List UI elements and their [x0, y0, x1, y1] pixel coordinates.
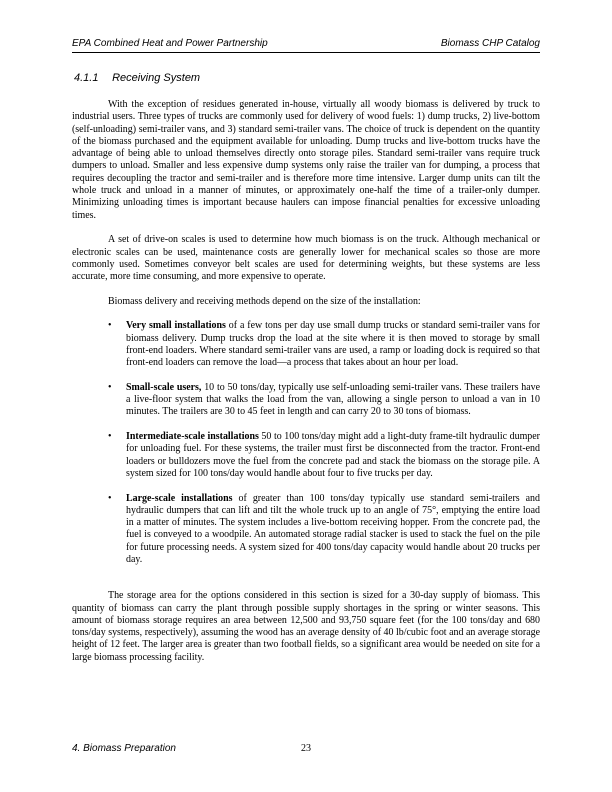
list-item-text: 50 to 100 tons/day might add a light-duty frame-tilt hydraulic dumper for unloading fuel. For these systems, the trailer must first be disconnected from the tractor. Front-end loaders or bulldozers move the fuel from the concrete pad and stack the biomass on the storage pile. A system sized for 100 tons/day would handle about four to five trucks per day. [126, 431, 540, 479]
paragraph-methods-intro: Biomass delivery and receiving methods depend on the size of the installation: [108, 295, 421, 307]
list-item-text: of greater than 100 tons/day typically use standard semi-trailers and hydraulic dumpers that can lift and tilt the whole truck up to an angle of 75°, emptying the entire load in a matter of minutes. The system includes a live-bottom receiving hopper. From the concrete pad, the fuel is conveyed to a woodpile. An automated storage radial stacker is used to stack the fuel on the pile for future processing needs. A system sized for 400 tons/day capacity would handle about 20 trucks per day. [126, 492, 540, 565]
list-item [72, 320, 540, 369]
paragraph-scales: A set of drive-on scales is used to determine how much biomass is on the truck. Although mechanical or electronic scales can be used, maintenance costs are generally lower for mechanical scales so those are more commonly used. Sometimes conveyor belt scales are used for determining weights, but these systems are less accurate, more time consuming, and more expensive to operate. [72, 234, 540, 283]
paragraph-trucks: With the exception of residues generated in-house, virtually all woody biomass is delivered by truck to industrial users. Three types of trucks are commonly used for delivery of wood fuels: 1) dump trucks, 2) live-bottom (self-unloading) semi-trailer vans, and 3) standard semi-trailer vans. The choice of truck is dependent on the quantity of the biomass purchased and the equipment available for unloading. Dump trucks and live-bottom trucks have the advantage of being able to unload themselves directly onto storage piles. Standard semi-trailer vans require truck dumpers to unload. Smaller and less expensive dump systems only raise the trailer van for dumping, a process that requires decoupling the tractor and semi-trailer and is therefore more time intensive. Larger dump units can tilt the whole truck and unload in a manner of minutes, or approximately one-half the time of a trailer-only dumper. Minimizing unloading times is important because haulers can impose financial penalties for excessive unloading times. [72, 99, 540, 221]
bullet-icon: • [108, 431, 112, 443]
paragraph-storage: The storage area for the options considered in this section is sized for a 30-day supply of biomass. This quantity of biomass can carry the plant through possible supply shortages in the spring or winter seasons. This amount of biomass storage requires an area between 12,500 and 93,750 square feet (for the 100 tons/day and 680 tons/day systems, respectively), assuming the wood has an average density of 40 lb/cubic foot and an average storage height of 12 feet. The larger area is greater than two football fields, so a significant area would be needed on site for a large biomass processing facility. [72, 590, 540, 663]
body-content [72, 99, 540, 676]
list-item-term: Large-scale installations [126, 492, 233, 504]
page-number: 23 [301, 743, 311, 754]
page-footer [72, 743, 540, 757]
list-item [72, 382, 540, 419]
installation-list [72, 320, 540, 566]
list-item [72, 493, 540, 567]
list-item-term: Small-scale users, [126, 381, 202, 393]
list-item-text: 10 to 50 tons/day, typically use self-unloading semi-trailer vans. These trailers have a live-floor system that walks the load from the van, allowing a single person to unload a van in 10 minutes. The trailers are 30 to 45 feet in length and can carry 20 to 30 tons of biomass. [126, 381, 541, 418]
page-header [72, 38, 540, 53]
footer-chapter: 4. Biomass Preparation [72, 743, 176, 754]
list-item [72, 431, 540, 480]
header-right-text: Biomass CHP Catalog [440, 38, 540, 49]
bullet-icon: • [108, 492, 112, 504]
list-item-term: Very small installations [126, 320, 226, 332]
section-heading [74, 72, 200, 85]
list-item-text: of a few tons per day use small dump trucks or standard semi-trailer vans for biomass delivery. Dump trucks drop the load at the site where it is then moved to storage by small front-end loaders. Where standard semi-trailer vans are used, a ramp or loading dock is required so that front-end loaders can remove the load—a process that takes about an hour per load. [126, 320, 540, 369]
bullet-icon: • [108, 381, 112, 393]
section-title: Receiving System [112, 72, 201, 84]
section-number: 4.1.1 [74, 72, 99, 84]
list-item-term: Intermediate-scale installations [126, 431, 259, 443]
header-left-text: EPA Combined Heat and Power Partnership [72, 38, 268, 49]
bullet-icon: • [108, 320, 112, 332]
